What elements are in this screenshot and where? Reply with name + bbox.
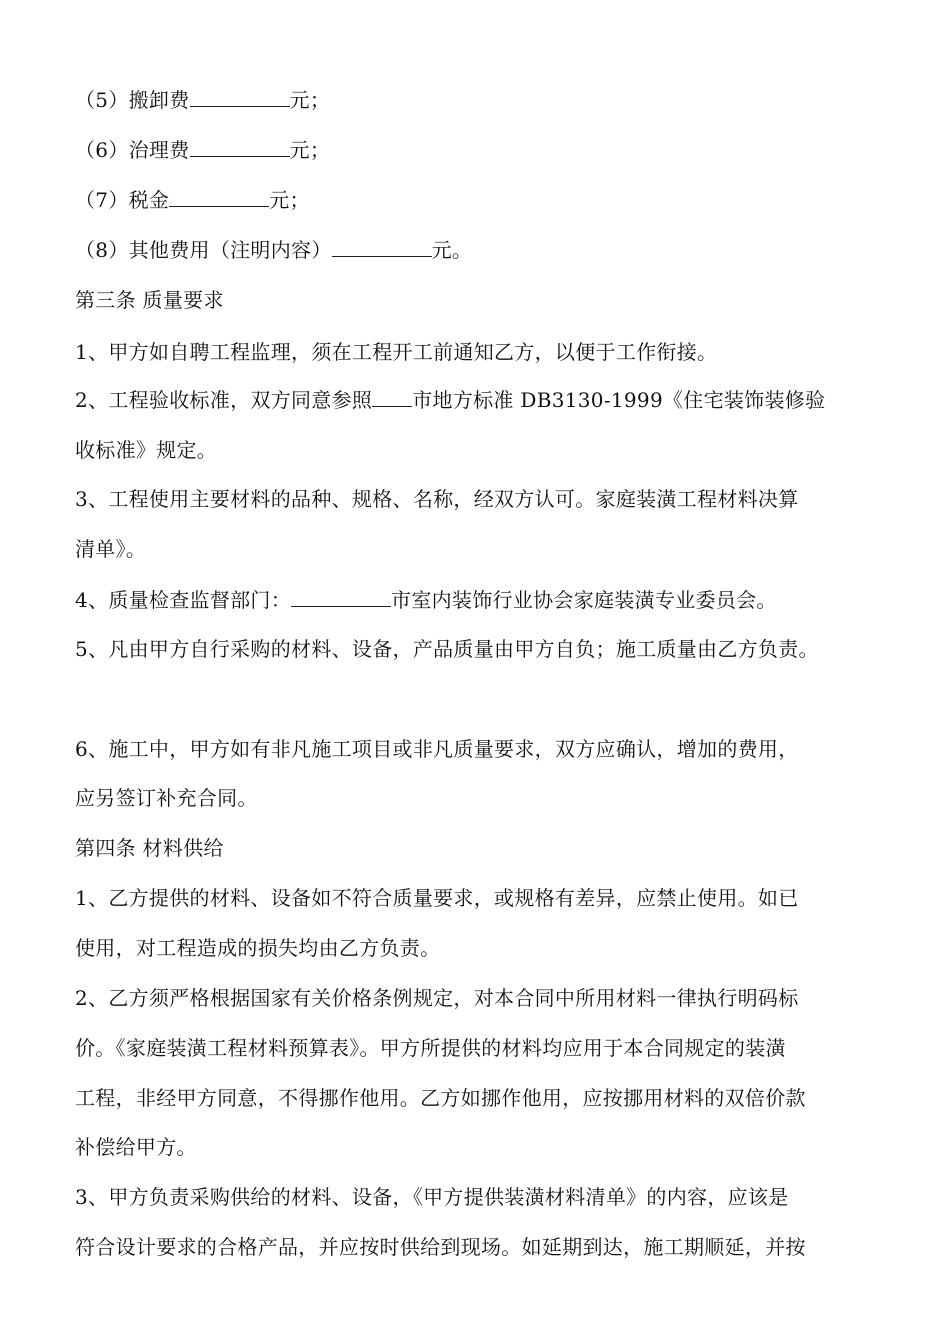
fee-label: （5）搬卸费 — [75, 88, 190, 112]
fill-blank — [169, 188, 269, 207]
article-3-item-2-line-1 — [75, 388, 825, 412]
item-text: 市室内装饰行业协会家庭装潢专业委员会。 — [391, 588, 777, 612]
item-text: 2、工程验收标准，双方同意参照 — [75, 388, 373, 412]
article-3-item-3-line-2: 清单》。 — [75, 537, 147, 561]
article-3-item-1: 1、甲方如自聘工程监理，须在工程开工前通知乙方，以便于工作衔接。 — [75, 340, 718, 364]
fee-label: （6）治理费 — [75, 138, 190, 162]
fill-blank — [372, 388, 412, 407]
fill-blank — [332, 238, 432, 257]
article-4-item-3-line-1: 3、甲方负责采购供给的材料、设备，《甲方提供装潢材料清单》的内容，应该是 — [75, 1185, 789, 1209]
article-4-heading: 第四条 材料供给 — [75, 836, 224, 860]
fee-item-6 — [75, 138, 330, 162]
article-3-item-6-line-2: 应另签订补充合同。 — [75, 786, 258, 810]
fee-unit: 元； — [269, 188, 310, 212]
article-3-item-3-line-1: 3、工程使用主要材料的品种、规格、名称，经双方认可。家庭装潢工程材料决算 — [75, 487, 799, 511]
fill-blank — [190, 88, 290, 107]
article-4-item-2-line-4: 补偿给甲方。 — [75, 1135, 197, 1159]
fee-unit: 元； — [289, 88, 331, 112]
item-text: 4、质量检查监督部门： — [75, 588, 292, 612]
article-3-heading: 第三条 质量要求 — [75, 288, 224, 312]
fee-label: （8）其他费用（注明内容） — [75, 238, 332, 262]
article-4-item-2-line-3: 工程，非经甲方同意，不得挪作他用。乙方如挪作他用，应按挪用材料的双倍价款 — [75, 1086, 806, 1110]
article-3-item-5: 5、凡由甲方自行采购的材料、设备，产品质量由甲方自负；施工质量由乙方负责。 — [75, 637, 819, 661]
fee-item-7 — [75, 188, 310, 212]
article-3-item-6-line-1: 6、施工中，甲方如有非凡施工项目或非凡质量要求，双方应确认，增加的费用， — [75, 737, 799, 761]
article-3-item-2-line-2: 收标准》规定。 — [75, 438, 218, 462]
fee-unit: 元。 — [431, 238, 473, 262]
fee-label: （7）税金 — [75, 188, 170, 212]
article-4-item-1-line-1: 1、乙方提供的材料、设备如不符合质量要求，或规格有差异，应禁止使用。如已 — [75, 886, 799, 910]
article-3-item-4 — [75, 588, 777, 612]
item-text: 市地方标准 DB3130-1999《住宅装饰装修验 — [412, 388, 826, 412]
fill-blank — [190, 138, 290, 157]
article-4-item-2-line-2: 价。《家庭装潢工程材料预算表》。甲方所提供的材料均应用于本合同规定的装潢 — [75, 1036, 786, 1060]
fee-item-8 — [75, 238, 472, 262]
fill-blank — [291, 588, 391, 607]
article-4-item-3-line-2: 符合设计要求的合格产品，并应按时供给到现场。如延期到达，施工期顺延，并按 — [75, 1235, 806, 1259]
article-4-item-2-line-1: 2、乙方须严格根据国家有关价格条例规定，对本合同中所用材料一律执行明码标 — [75, 986, 799, 1010]
article-4-item-1-line-2: 使用，对工程造成的损失均由乙方负责。 — [75, 936, 441, 960]
fee-item-5 — [75, 88, 330, 112]
fee-unit: 元； — [289, 138, 331, 162]
